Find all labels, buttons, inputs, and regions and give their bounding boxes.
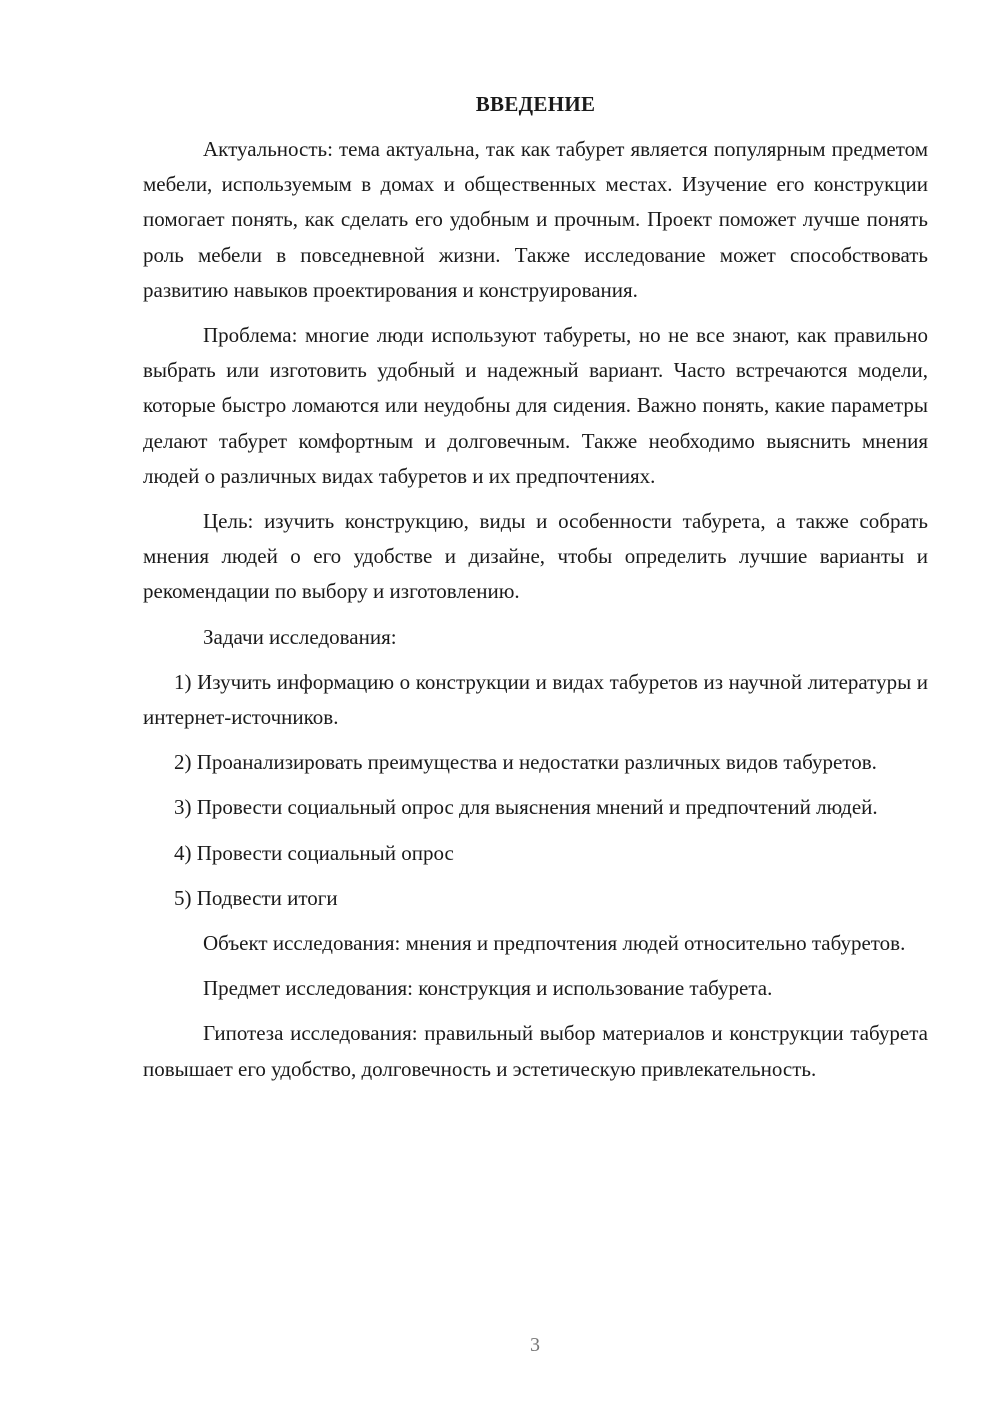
task-item-2: 2) Проанализировать преимущества и недостатки различных видов табуретов.: [174, 750, 877, 775]
task-item-3: 3) Провести социальный опрос для выяснения мнений и предпочтений людей.: [174, 795, 878, 820]
page-title: ВВЕДЕНИЕ: [475, 92, 596, 116]
paragraph-subject: Предмет исследования: конструкция и использование табурета.: [203, 976, 773, 1001]
tasks-heading: Задачи исследования:: [203, 624, 397, 649]
task-item-4: 4) Провести социальный опрос: [174, 840, 454, 865]
task-item-1: 1) Изучить информацию о конструкции и видах табуретов из научной литературы и интернет-источников.: [143, 669, 928, 730]
task-item-5: 5) Подвести итоги: [174, 885, 338, 910]
document-page: [143, 90, 928, 1097]
paragraph-object: Объект исследования: мнения и предпочтения людей относительно табуретов.: [203, 931, 906, 956]
paragraph-hypothesis: Гипотеза исследования: правильный выбор материалов и конструкции табурета повышает его удобство, долговечность и эстетическую привлекательность.: [143, 1021, 928, 1081]
paragraph-relevance: Актуальность: тема актуальна, так как табурет является популярным предметом мебели, используемым в домах и общественных местах. Изучение его конструкции помогает понять, как сделать его удобным и прочным. Проект поможет лучше понять роль мебели в повседневной жизни. Также исследование может способствовать развитию навыков проектирования и конструирования.: [143, 137, 928, 302]
paragraph-problem: Проблема: многие люди используют табуреты, но не все знают, как правильно выбрать или изготовить удобный и надежный вариант. Часто встречаются модели, которые быстро ломаются или неудобны для сидения. Важно понять, какие параметры делают табурет комфортным и долговечным. Также необходимо выяснить мнения людей о различных видах табуретов и их предпочтениях.: [143, 323, 928, 488]
paragraph-goal: Цель: изучить конструкцию, виды и особенности табурета, а также собрать мнения людей о его удобстве и дизайне, чтобы определить лучшие варианты и рекомендации по выбору и изготовлению.: [143, 509, 928, 604]
page-number: 3: [530, 1334, 540, 1356]
